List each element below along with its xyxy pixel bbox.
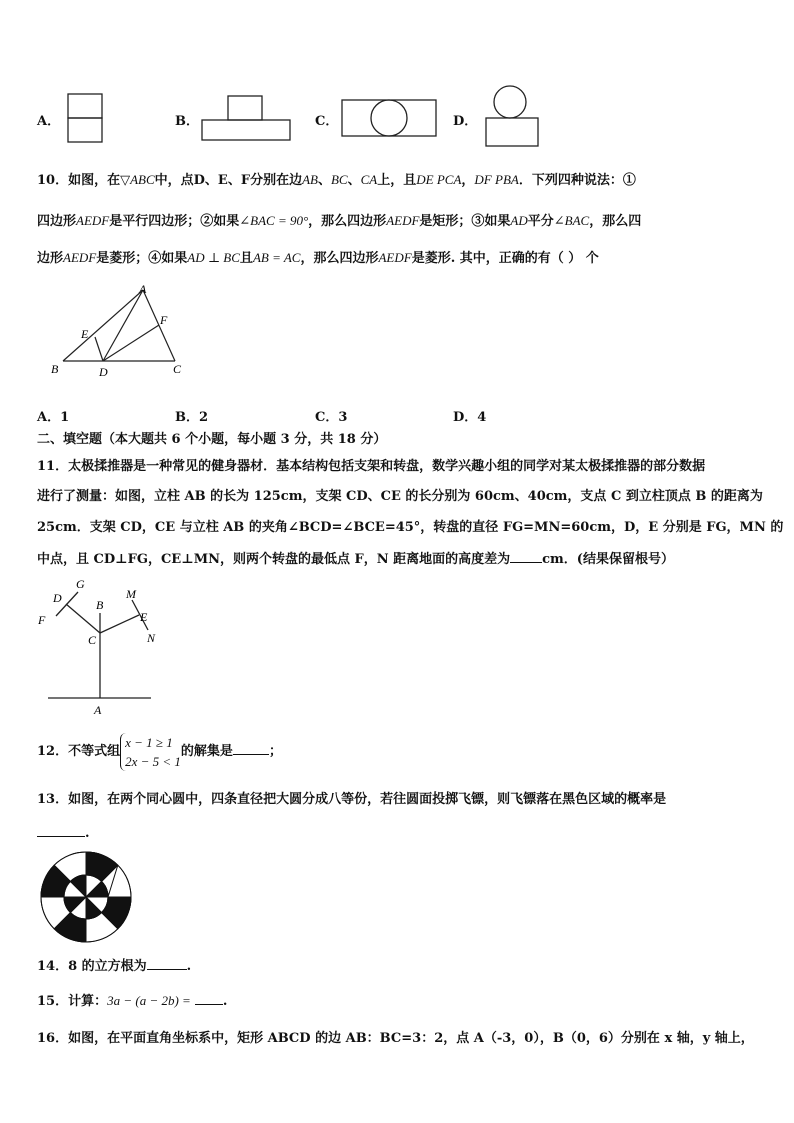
q11-label-e: E: [140, 610, 148, 624]
q12-inequality-system: x − 1 ≥ 1 2x − 5 < 1: [120, 733, 181, 771]
answer-blank[interactable]: [147, 957, 187, 970]
q9-option-d-figure: [480, 82, 542, 150]
q11-line-4: 中点，且 CD⊥FG，CE⊥MN，则两个转盘的最低点 F，N 距离地面的高度差为 cm．(结果保留根号）: [37, 552, 674, 567]
q16-line: 16．如图，在平面直角坐标系中，矩形 ABCD 的边 AB：BC=3：2，点 A（-3，0），B（0，6）分别在 x 轴，y 轴上，: [37, 1031, 754, 1046]
q10-option-c: C．3: [315, 410, 348, 425]
q13-line-1: 13．如图，在两个同心圆中，四条直径把大圆分成八等份，若往圆面投掷飞镖，则飞镖落在黑色区域的概率是: [37, 792, 667, 807]
section-title: 二、填空题（本大题共 6 个小题，每小题 3 分，共 18 分）: [37, 432, 387, 447]
q14-line: 14．8 的立方根为 .: [37, 959, 192, 974]
q11-line-2: 进行了测量：如图，立柱 AB 的长为 125cm，支架 CD、CE 的长分别为 60cm、40cm，支点 C 到立柱顶点 B 的距离为: [37, 489, 763, 504]
answer-blank[interactable]: [37, 824, 85, 837]
q10-label-c: C: [173, 362, 182, 376]
answer-blank[interactable]: [195, 992, 223, 1005]
q11-label-g: G: [76, 578, 85, 591]
q9-option-a-label: A．: [37, 114, 61, 129]
q10-label-e: E: [81, 327, 89, 341]
q10-label-b: B: [51, 362, 59, 376]
q11-label-n: N: [147, 631, 156, 645]
q10-label-a: A: [139, 282, 147, 296]
q10-triangle-figure: [45, 280, 195, 380]
q9-option-b-label: B．: [175, 114, 199, 129]
q9-option-c-label: C．: [315, 114, 339, 129]
q9-option-b-figure: [198, 90, 294, 146]
q13-dartboard-figure: [38, 850, 138, 946]
q11-line-1: 11．太极揉推器是一种常见的健身器材．基本结构包括支架和转盘，数学兴趣小组的同学对某太极揉推器的部分数据: [37, 459, 706, 474]
q11-label-f: F: [38, 613, 46, 627]
q9-option-c-figure: [338, 92, 440, 144]
q11-label-m: M: [126, 587, 136, 601]
q9-option-d-label: D．: [453, 114, 478, 129]
q13-line-2: .: [37, 824, 90, 843]
q12-line: 12．不等式组x − 1 ≥ 1 2x − 5 < 1的解集是 ；: [37, 734, 282, 769]
q15-line: 15．计算：3a − (a − 2b) = .: [37, 993, 228, 1009]
q10-line-3: 边形AEDF是菱形；④如果AD ⊥ BC且AB = AC，那么四边形AEDF是菱形. 其中，正确的有（ ） 个: [37, 250, 599, 266]
q9-option-a-figure: [62, 90, 108, 146]
q10-label-f: F: [160, 313, 168, 327]
q10-line-1: 10．如图，在▽ABC中，点D、E、F分别在边AB、BC、CA上，且DE PCA，DF PBA．下列四种说法：①: [37, 172, 636, 188]
q11-label-c: C: [88, 633, 97, 647]
answer-blank[interactable]: [510, 550, 542, 563]
q10-option-a: A．1: [37, 410, 70, 425]
q11-line-3: 25cm．支架 CD，CE 与立柱 AB 的夹角∠BCD=∠BCE=45°，转盘的直径 FG=MN=60cm，D，E 分别是 FG，MN 的: [37, 520, 784, 535]
q11-label-d: D: [53, 591, 62, 605]
q10-line-2: 四边形AEDF是平行四边形；②如果∠BAC = 90°，那么四边形AEDF是矩形；③如果AD平分∠BAC，那么四: [37, 213, 642, 229]
q10-option-d: D．4: [453, 410, 487, 425]
answer-blank[interactable]: [233, 742, 269, 755]
q11-label-b: B: [96, 598, 104, 612]
q10-label-d: D: [99, 365, 108, 379]
q11-label-a: A: [94, 703, 102, 717]
q11-figure: [36, 578, 160, 720]
q10-option-b: B．2: [175, 410, 209, 425]
